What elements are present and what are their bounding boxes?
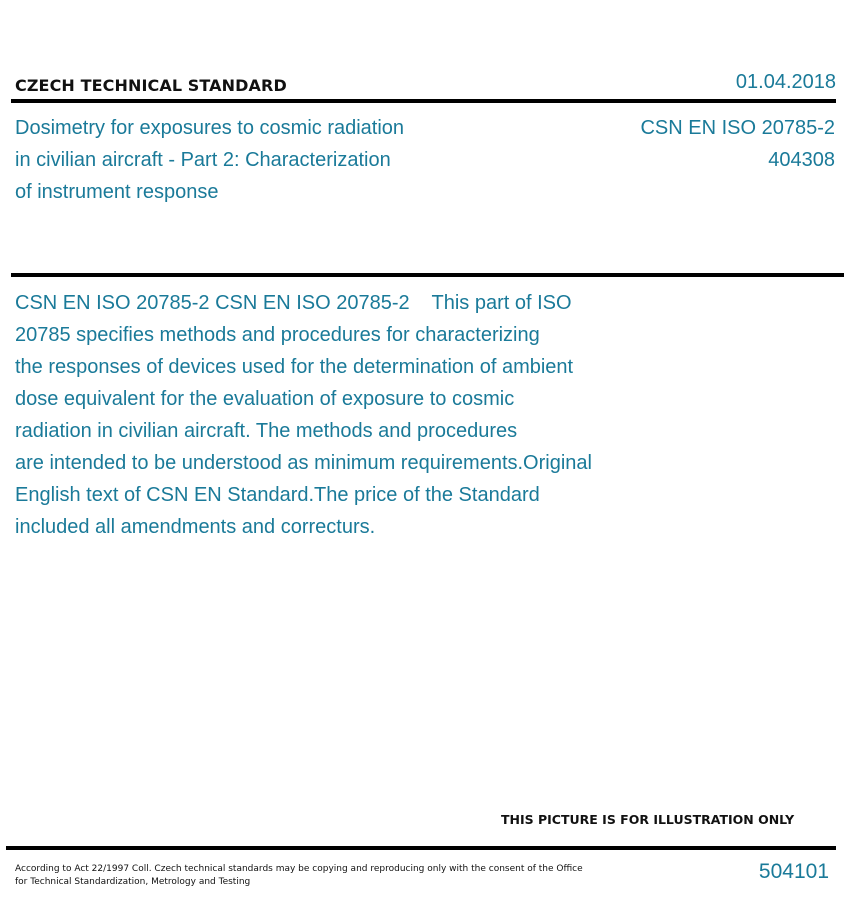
issue-date: 01.04.2018 bbox=[735, 71, 836, 93]
abstract-line: included all amendments and correcturs. bbox=[15, 516, 376, 538]
abstract-line: English text of CSN EN Standard.The price of the Standard bbox=[15, 484, 540, 506]
section-divider bbox=[11, 273, 844, 277]
footer-code: 504101 bbox=[758, 860, 829, 883]
illustration-note: THIS PICTURE IS FOR ILLUSTRATION ONLY bbox=[501, 812, 795, 827]
abstract-line: radiation in civilian aircraft. The methods and procedures bbox=[15, 420, 518, 442]
catalog-number: 404308 bbox=[768, 149, 835, 171]
abstract-line: 20785 specifies methods and procedures for characterizing bbox=[15, 324, 540, 346]
header-title: CZECH TECHNICAL STANDARD bbox=[15, 76, 287, 95]
abstract-line: are intended to be understood as minimum requirements.Original bbox=[15, 452, 592, 474]
legal-notice bbox=[15, 863, 595, 889]
document-identifiers bbox=[640, 112, 835, 176]
document-title-line: of instrument response bbox=[15, 181, 219, 203]
legal-notice-line: for Technical Standardization, Metrology and Testing bbox=[15, 877, 251, 887]
legal-notice-line: According to Act 22/1997 Coll. Czech technical standards may be copying and reproducing only with the consent of the Office bbox=[15, 864, 583, 874]
document-title bbox=[15, 112, 455, 208]
abstract-line: the responses of devices used for the determination of ambient bbox=[15, 356, 574, 378]
abstract-line: CSN EN ISO 20785-2 CSN EN ISO 20785-2 This part of ISO bbox=[15, 292, 572, 314]
standard-code: CSN EN ISO 20785-2 bbox=[640, 117, 835, 139]
document-title-line: in civilian aircraft - Part 2: Characterization bbox=[15, 149, 391, 171]
abstract-text bbox=[15, 287, 655, 543]
document-title-line: Dosimetry for exposures to cosmic radiation bbox=[15, 117, 405, 139]
abstract-line: dose equivalent for the evaluation of exposure to cosmic bbox=[15, 388, 515, 410]
footer-divider bbox=[6, 846, 836, 850]
header-divider bbox=[11, 99, 836, 103]
